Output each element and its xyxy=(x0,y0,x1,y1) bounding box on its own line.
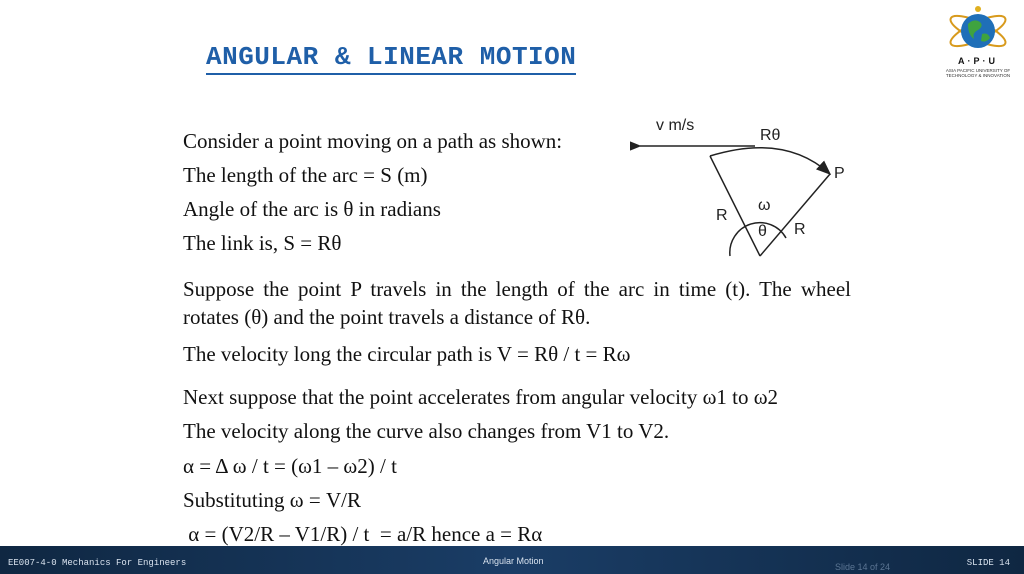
text-line-1: Consider a point moving on a path as shown: xyxy=(183,129,563,153)
apu-logo xyxy=(936,4,1020,82)
footer-course: EE007-4-0 Mechanics For Engineers xyxy=(8,558,187,568)
text-line-4: The link is, S = Rθ xyxy=(183,231,342,255)
arc-diagram xyxy=(630,108,860,268)
slide-footer xyxy=(0,546,1024,574)
radius-line-right xyxy=(760,174,830,256)
radius-line-left xyxy=(710,156,760,256)
accel-line-1: Next suppose that the point accelerates from angular velocity ω1 to ω2 xyxy=(183,385,779,409)
footer-slide-number: SLIDE 14 xyxy=(966,558,1010,568)
slide-title: ANGULAR & LINEAR MOTION xyxy=(206,42,576,75)
v-label: v m/s xyxy=(656,117,695,134)
arc-path xyxy=(710,148,830,174)
accel-line-5: α = (V2/R – V1/R) / t = a/R hence a = Rα xyxy=(183,522,543,546)
velocity-line: The velocity long the circular path is V = Rθ / t = Rω xyxy=(183,342,631,366)
theta-label: θ xyxy=(758,223,767,240)
point-label: P xyxy=(834,165,845,182)
globe-icon xyxy=(936,4,1020,56)
radius-label-right: R xyxy=(794,221,806,238)
footer-topic: Angular Motion xyxy=(483,556,544,566)
logo-subtitle: ASIA PACIFIC UNIVERSITY OF TECHNOLOGY & INNOVATION xyxy=(945,68,1011,78)
accel-line-3: α = Δ ω / t = (ω1 – ω2) / t xyxy=(183,454,397,478)
arc-label: Rθ xyxy=(760,127,781,144)
accel-line-4: Substituting ω = V/R xyxy=(183,488,361,512)
text-line-2: The length of the arc = S (m) xyxy=(183,163,428,187)
text-line-3: Angle of the arc is θ in radians xyxy=(183,197,441,221)
radius-label-left: R xyxy=(716,207,728,224)
accel-line-2: The velocity along the curve also changes from V1 to V2. xyxy=(183,419,670,443)
omega-label: ω xyxy=(758,197,771,214)
logo-label: A·P·U xyxy=(958,56,998,66)
footer-slide-count: Slide 14 of 24 xyxy=(835,562,891,572)
paragraph-travel: Suppose the point P travels in the length of the arc in time (t). The wheel rotates (θ) and the point travels a distance of Rθ. xyxy=(183,277,851,329)
